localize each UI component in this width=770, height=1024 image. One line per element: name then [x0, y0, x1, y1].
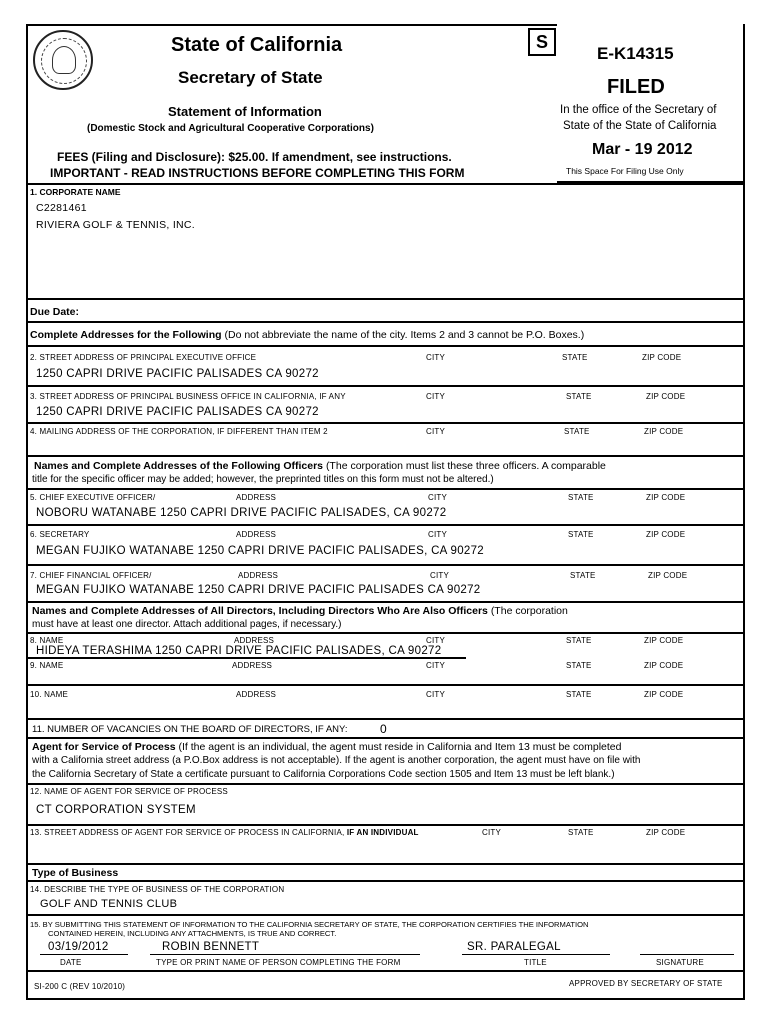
ceo-address-label: ADDRESS [236, 493, 277, 502]
rule [26, 422, 745, 424]
corporate-name: RIVIERA GOLF & TENNIS, INC. [36, 219, 196, 231]
director8-value: HIDEYA TERASHIMA 1250 CAPRI DRIVE PACIFIC PALISADES, CA 90272 [36, 645, 442, 657]
item13-city-label: CITY [482, 828, 502, 837]
corporate-name-label: 1. CORPORATE NAME [30, 187, 121, 197]
rule [26, 970, 745, 972]
cfo-city-label: CITY [430, 571, 450, 580]
agent-line2: with a California street address (a P.O.Box address is not acceptable). If the agent is another corporation, the agent must have on file with [32, 755, 641, 766]
cfo-value: MEGAN FUJIKO WATANABE 1250 CAPRI DRIVE PACIFIC PALISADES CA 90272 [36, 584, 481, 596]
ceo-value: NOBORU WATANABE 1250 CAPRI DRIVE PACIFIC PALISADES, CA 90272 [36, 507, 447, 519]
ceo-city-label: CITY [428, 493, 448, 502]
rule [26, 524, 745, 526]
filing-space-note: This Space For Filing Use Only [566, 166, 684, 176]
director8-city-label: CITY [426, 636, 446, 645]
directors-heading-rest: (The corporation [490, 605, 568, 617]
title-label: TITLE [524, 958, 547, 967]
certify-date-value: 03/19/2012 [48, 941, 109, 953]
directors-heading [32, 605, 568, 617]
item2-value: 1250 CAPRI DRIVE PACIFIC PALISADES CA 90272 [36, 368, 319, 380]
director8-state-label: STATE [566, 636, 592, 645]
item12-value: CT CORPORATION SYSTEM [36, 804, 196, 816]
director10-zip-label: ZIP CODE [644, 690, 684, 699]
name-line [150, 954, 420, 955]
officers-heading-rest: (The corporation must list these three officers. A comparable [325, 460, 606, 472]
date-label: DATE [60, 958, 82, 967]
business-heading: Type of Business [32, 867, 119, 879]
vacancies-label: 11. NUMBER OF VACANCIES ON THE BOARD OF DIRECTORS, IF ANY: [32, 724, 348, 735]
item13-label [30, 828, 419, 837]
agent-heading-rest: (If the agent is an individual, the agent must reside in California and Item 13 must be completed [178, 741, 622, 753]
rule [26, 737, 745, 739]
directors-heading-line2: must have at least one director. Attach additional pages, if necessary.) [32, 619, 342, 630]
cfo-state-label: STATE [570, 571, 596, 580]
director8-zip-label: ZIP CODE [644, 636, 684, 645]
certify-title-value: SR. PARALEGAL [467, 941, 561, 953]
important-note: IMPORTANT - READ INSTRUCTIONS BEFORE COMPLETING THIS FORM [50, 166, 465, 180]
director9-zip-label: ZIP CODE [644, 661, 684, 670]
title-line [462, 954, 610, 955]
item3-value: 1250 CAPRI DRIVE PACIFIC PALISADES CA 90272 [36, 406, 319, 418]
page-title: State of California [171, 34, 343, 56]
director10-state-label: STATE [566, 690, 592, 699]
secretary-address-label: ADDRESS [236, 530, 277, 539]
director9-city-label: CITY [426, 661, 446, 670]
rule [26, 783, 745, 785]
filing-office-line2: State of the State of California [563, 120, 717, 132]
page-subtitle: Secretary of State [178, 68, 323, 87]
rule [26, 824, 745, 826]
rule [26, 183, 745, 185]
form-title: Statement of Information [168, 104, 322, 119]
rule [26, 385, 745, 387]
rule [26, 488, 745, 490]
item4-zip-label: ZIP CODE [644, 427, 684, 436]
approved-note: APPROVED BY SECRETARY OF STATE [569, 979, 723, 988]
date-line [40, 954, 128, 955]
rule [26, 632, 745, 634]
item2-state-label: STATE [562, 353, 588, 362]
form-subtitle: (Domestic Stock and Agricultural Cooperative Corporations) [87, 123, 374, 134]
item14-value: GOLF AND TENNIS CLUB [40, 898, 178, 910]
form-type-box: S [528, 28, 556, 56]
rule [26, 564, 745, 566]
director10-city-label: CITY [426, 690, 446, 699]
rule [26, 455, 745, 457]
addresses-heading-rest: (Do not abbreviate the name of the city. Items 2 and 3 cannot be P.O. Boxes.) [224, 329, 585, 341]
ceo-label: 5. CHIEF EXECUTIVE OFFICER/ [30, 493, 156, 502]
item12-label: 12. NAME OF AGENT FOR SERVICE OF PROCESS [30, 787, 228, 796]
secretary-label: 6. SECRETARY [30, 530, 90, 539]
secretary-value: MEGAN FUJIKO WATANABE 1250 CAPRI DRIVE PACIFIC PALISADES, CA 90272 [36, 545, 484, 557]
director8-address-label: ADDRESS [234, 636, 275, 645]
rule [26, 880, 745, 882]
rule [26, 863, 745, 865]
secretary-zip-label: ZIP CODE [646, 530, 686, 539]
director9-state-label: STATE [566, 661, 592, 670]
director8-label: 8. NAME [30, 636, 64, 645]
cfo-label: 7. CHIEF FINANCIAL OFFICER/ [30, 571, 152, 580]
item2-zip-label: ZIP CODE [642, 353, 682, 362]
state-seal-icon [33, 30, 93, 90]
item4-state-label: STATE [564, 427, 590, 436]
rule [26, 601, 745, 603]
item4-label: 4. MAILING ADDRESS OF THE CORPORATION, IF DIFFERENT THAN ITEM 2 [30, 427, 328, 436]
rule [26, 718, 745, 720]
addresses-heading [30, 329, 584, 341]
cfo-zip-label: ZIP CODE [648, 571, 688, 580]
rule [26, 657, 466, 659]
rule [26, 345, 745, 347]
certify-name-value: ROBIN BENNETT [162, 941, 260, 953]
item13-label-text: 13. STREET ADDRESS OF AGENT FOR SERVICE OF PROCESS IN CALIFORNIA, [30, 828, 345, 837]
signature-line [640, 954, 734, 955]
filing-number: E-K14315 [597, 44, 674, 63]
director10-address-label: ADDRESS [236, 690, 277, 699]
filing-date: Mar - 19 2012 [592, 141, 693, 158]
item3-label: 3. STREET ADDRESS OF PRINCIPAL BUSINESS OFFICE IN CALIFORNIA, IF ANY [30, 392, 346, 401]
ceo-zip-label: ZIP CODE [646, 493, 686, 502]
officers-heading [34, 460, 606, 472]
name-label: TYPE OR PRINT NAME OF PERSON COMPLETING THE FORM [156, 958, 401, 967]
item3-city-label: CITY [426, 392, 446, 401]
item13-state-label: STATE [568, 828, 594, 837]
secretary-city-label: CITY [428, 530, 448, 539]
form-id: SI-200 C (REV 10/2010) [34, 982, 126, 991]
rule [26, 684, 745, 686]
item13-label-bold: IF AN INDIVIDUAL [346, 828, 419, 837]
filing-status: FILED [607, 76, 665, 98]
item2-label: 2. STREET ADDRESS OF PRINCIPAL EXECUTIVE OFFICE [30, 353, 257, 362]
officers-heading-bold: Names and Complete Addresses of the Following Officers [34, 460, 324, 472]
director9-address-label: ADDRESS [232, 661, 273, 670]
fees-note: FEES (Filing and Disclosure): $25.00. If amendment, see instructions. [57, 150, 452, 164]
item4-city-label: CITY [426, 427, 446, 436]
item2-city-label: CITY [426, 353, 446, 362]
item14-label: 14. DESCRIBE THE TYPE OF BUSINESS OF THE CORPORATION [30, 885, 285, 894]
ceo-state-label: STATE [568, 493, 594, 502]
secretary-state-label: STATE [568, 530, 594, 539]
directors-heading-bold: Names and Complete Addresses of All Directors, Including Directors Who Are Also Officers [32, 605, 488, 617]
agent-heading [32, 741, 621, 753]
agent-line3: the California Secretary of State a certificate pursuant to California Corporations Code section 1505 and Item 13 must be left blank.) [32, 769, 615, 780]
agent-heading-bold: Agent for Service of Process [32, 741, 176, 753]
officers-heading-line2: title for the specific officer may be added; however, the preprinted titles on this form must not be altered.) [32, 474, 494, 485]
rule [26, 914, 745, 916]
cfo-address-label: ADDRESS [238, 571, 279, 580]
item13-zip-label: ZIP CODE [646, 828, 686, 837]
director10-label: 10. NAME [30, 690, 69, 699]
item3-state-label: STATE [566, 392, 592, 401]
filing-office-line1: In the office of the Secretary of [560, 104, 717, 116]
rule [26, 298, 745, 300]
vacancies-value: 0 [380, 722, 387, 736]
director9-label: 9. NAME [30, 661, 64, 670]
certify-line1: 15. BY SUBMITTING THIS STATEMENT OF INFORMATION TO THE CALIFORNIA SECRETARY OF STATE, THE CORPORATION CERTIFIES THE INFORMATION [30, 920, 589, 929]
due-date-label: Due Date: [30, 306, 80, 318]
addresses-heading-bold: Complete Addresses for the Following [30, 329, 222, 341]
corporate-number: C2281461 [36, 202, 87, 214]
certify-line2: CONTAINED HEREIN, INCLUDING ANY ATTACHMENTS, IS TRUE AND CORRECT. [48, 929, 337, 938]
rule [26, 321, 745, 323]
signature-label: SIGNATURE [656, 958, 704, 967]
item3-zip-label: ZIP CODE [646, 392, 686, 401]
